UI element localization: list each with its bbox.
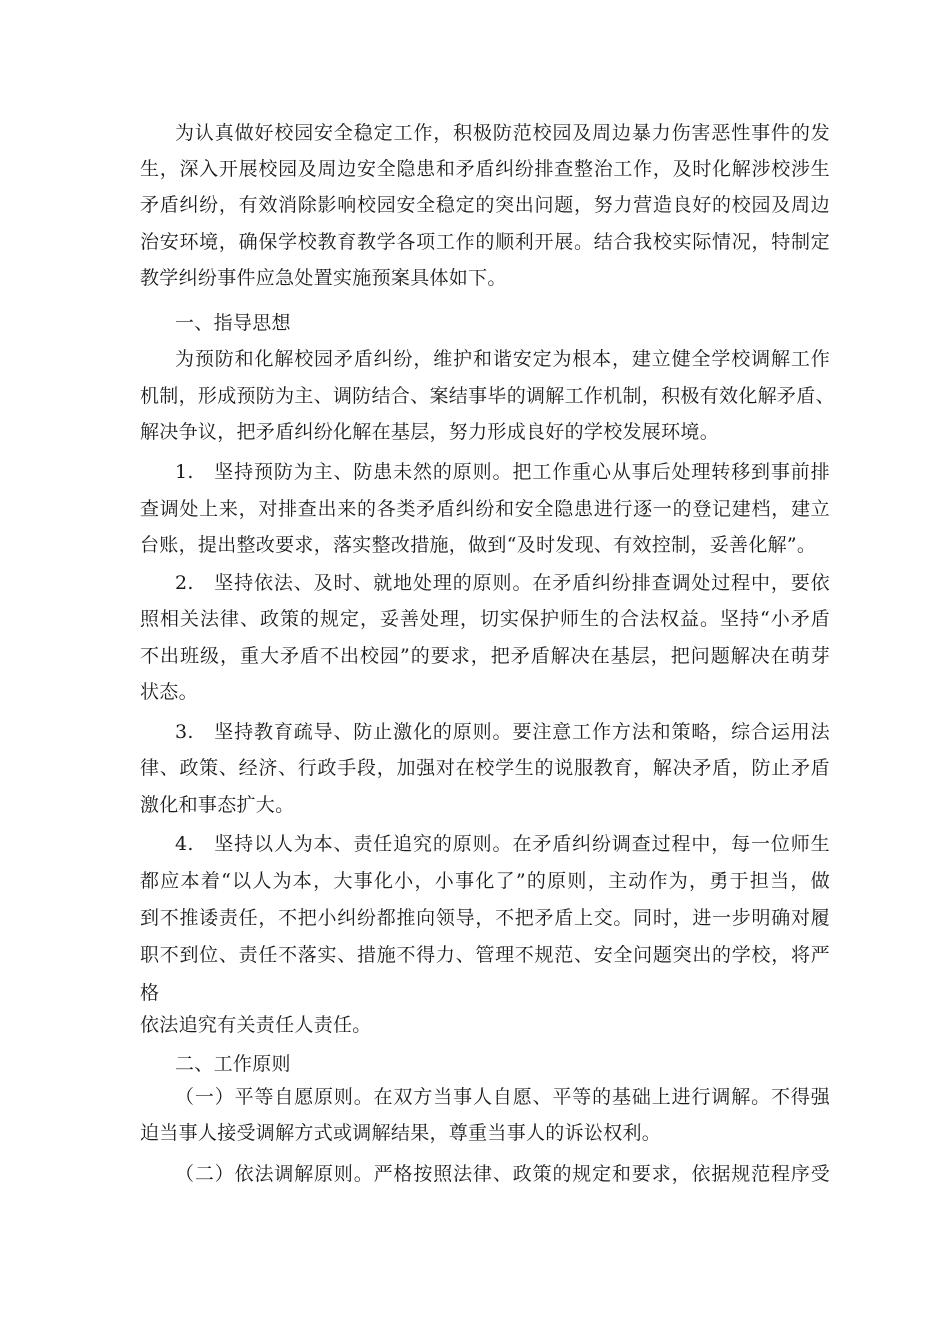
list-item-line: 格 <box>140 982 160 1004</box>
list-item-line: 状态。 <box>140 681 198 703</box>
list-item-line: 查调处上来，对排查出来的各类矛盾纠纷和安全隐患进行逐一的登记建档，建立 <box>140 498 830 520</box>
list-item-line: 都应本着“以人为本，大事化小，小事化了”的原则，主动作为，勇于担当，做 <box>140 870 830 892</box>
list-item-line: 3. 坚持教育疏导、防止激化的原则。要注意工作方法和策略，综合运用法 <box>175 721 830 743</box>
list-item-line: 4. 坚持以人为本、责任追究的原则。在矛盾纠纷调查过程中，每一位师生 <box>175 833 830 855</box>
paragraph-line: 为预防和化解校园矛盾纠纷，维护和谐安定为根本，建立健全学校调解工作 <box>175 348 830 370</box>
list-item-line: 1. 坚持预防为主、防患未然的原则。把工作重心从事后处理转移到事前排 <box>175 461 830 483</box>
list-item-line: 激化和事态扩大。 <box>140 794 295 816</box>
list-item-line: 不出班级，重大矛盾不出校园”的要求，把矛盾解决在基层，把问题解决在萌芽 <box>140 645 830 667</box>
list-item-line: 迫当事人接受调解方式或调解结果，尊重当事人的诉讼权利。 <box>140 1122 662 1144</box>
list-item-line: （一）平等自愿原则。在双方当事人自愿、平等的基础上进行调解。不得强 <box>175 1086 830 1108</box>
section-heading: 二、工作原则 <box>175 1053 291 1075</box>
list-item-line: （二）依法调解原则。严格按照法律、政策的规定和要求，依据规范程序受 <box>175 1163 830 1185</box>
paragraph-line: 机制，形成预防为主、调防结合、案结事毕的调解工作机制，积极有效化解矛盾、 <box>140 385 835 407</box>
intro-line: 生，深入开展校园及周边安全隐患和矛盾纠纷排查整治工作，及时化解涉校涉生 <box>140 158 830 180</box>
list-item-line: 台账，提出整改要求，落实整改措施，做到“及时发现、有效控制，妥善化解”。 <box>140 534 817 556</box>
intro-line: 为认真做好校园安全稳定工作，积极防范校园及周边暴力伤害恶性事件的发 <box>175 122 830 144</box>
list-item-line: 到不推诿责任，不把小纠纷都推向领导，不把矛盾上交。同时，进一步明确对履 <box>140 907 830 929</box>
intro-line: 治安环境，确保学校教育教学各项工作的顺利开展。结合我校实际情况，特制定 <box>140 231 830 253</box>
list-item-line: 照相关法律、政策的规定，妥善处理，切实保护师生的合法权益。坚持“小矛盾 <box>140 608 830 630</box>
intro-line: 矛盾纠纷，有效消除影响校园安全稳定的突出问题，努力营造良好的校园及周边 <box>140 194 830 216</box>
intro-line: 教学纠纷事件应急处置实施预案具体如下。 <box>140 267 507 289</box>
list-item-line: 律、政策、经济、行政手段，加强对在校学生的说服教育，解决矛盾，防止矛盾 <box>140 757 830 779</box>
list-item-line: 职不到位、责任不落实、措施不得力、管理不规范、安全问题突出的学校，将严 <box>140 944 830 966</box>
list-item-line: 2. 坚持依法、及时、就地处理的原则。在矛盾纠纷排查调处过程中，要依 <box>175 572 830 594</box>
list-item-line: 依法追究有关责任人责任。 <box>140 1014 372 1036</box>
section-heading: 一、指导思想 <box>175 312 291 334</box>
paragraph-line: 解决争议，把矛盾纠纷化解在基层，努力形成良好的学校发展环境。 <box>140 421 720 443</box>
